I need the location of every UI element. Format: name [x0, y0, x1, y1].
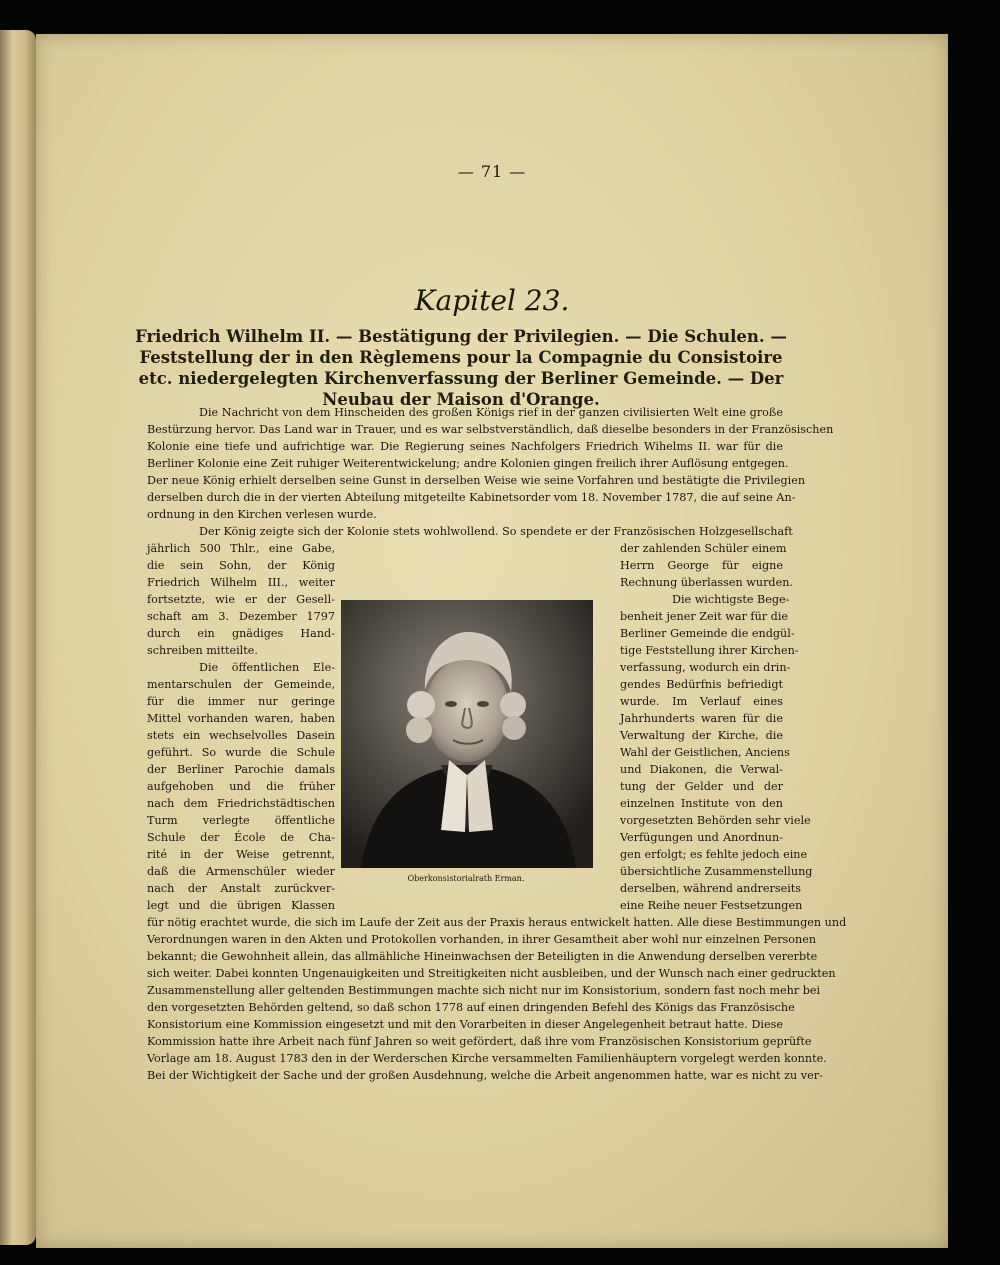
text-line: Berliner Gemeinde die endgül- [620, 627, 795, 640]
text-line: der Berliner Parochie damals [147, 763, 335, 776]
text-line: Verfügungen und Anordnun- [620, 831, 783, 844]
portrait-figure-icon [341, 600, 593, 868]
text-line: aufgehoben und die früher [147, 780, 335, 793]
text-line: nach der Anstalt zurückver- [147, 882, 335, 895]
text-line: den vorgesetzten Behörden geltend, so daß schon 1778 auf einen dringenden Befehl des Königs das Französische [147, 1001, 795, 1014]
portrait-engraving [341, 600, 593, 868]
text-line: Kolonie eine tiefe und aufrichtige war. Die Regierung seines Nachfolgers Friedrich Wihelms II. war für die [147, 440, 783, 453]
text-line: schreiben mitteilte. [147, 644, 258, 657]
text-line: fortsetzte, wie er der Gesell- [147, 593, 335, 606]
text-line: benheit jener Zeit war für die [620, 610, 789, 623]
text-line: ordnung in den Kirchen verlesen wurde. [147, 508, 377, 521]
text-line: bekannt; die Gewohnheit allein, das allmähliche Hineinwachsen der Beteiligten in die Anwendung derselben vererbte [147, 950, 818, 963]
text-line: Wahl der Geistlichen, Anciens [620, 746, 790, 759]
text-line: wurde. Im Verlauf eines [620, 695, 783, 708]
chapter-title: Kapitel 23. [414, 284, 570, 317]
text-line: Der König zeigte sich der Kolonie stets wohlwollend. So spendete er der Französischen Holzgesellschaft [199, 525, 793, 538]
text-line: sich weiter. Dabei konnten Ungenauigkeiten und Streitigkeiten nicht ausbleiben, und der Wunsch nach einer gedruckten [147, 967, 836, 980]
text-line: und Diakonen, die Verwal- [620, 763, 783, 776]
text-line: Die Nachricht von dem Hinscheiden des großen Königs rief in der ganzen civilisierten Welt eine große [199, 406, 783, 419]
text-line: derselben durch die in der vierten Abteilung mitgeteilte Kabinetsorder vom 18. November 1787, die auf seine An- [147, 491, 796, 504]
text-line: geführt. So wurde die Schule [147, 746, 335, 759]
chapter-subtitle: Friedrich Wilhelm II. — Bestätigung der Privilegien. — Die Schulen. — Feststellung der in den Règlemens pour la Compagnie du Consistoire etc. niedergelegten Kirchenverfassung der Berliner Gemeinde. — Der Neubau der Maison d'Orange. [135, 327, 787, 409]
text-line: tung der Gelder und der [620, 780, 783, 793]
text-line: verfassung, wodurch ein drin- [620, 661, 791, 674]
text-line: Zusammenstellung aller geltenden Bestimmungen machte sich nicht nur im Konsistorium, sondern fast noch mehr bei [147, 984, 821, 997]
text-line: legt und die übrigen Klassen [147, 899, 335, 912]
text-line: Kommission hatte ihre Arbeit nach fünf Jahren so weit gefördert, daß ihre vom Französischen Konsistorium geprüfte [147, 1035, 812, 1048]
text-line: die sein Sohn, der König [147, 559, 335, 572]
text-line: Schule der École de Cha- [147, 831, 335, 844]
text-line: Bestürzung hervor. Das Land war in Trauer, und es war selbstverständlich, daß dieselbe besonders in der Französischen [147, 423, 834, 436]
text-line: gendes Bedürfnis befriedigt [620, 678, 783, 691]
text-line: Konsistorium eine Kommission eingesetzt und mit den Vorarbeiten in dieser Angelegenheit betraut hatte. Diese [147, 1018, 783, 1031]
paragraph-king-first-line [147, 523, 793, 540]
right-text-column [620, 540, 813, 914]
text-line: Der neue König erhielt derselben seine Gunst in derselben Weise wie seine Vorfahren und bestätigte die Privilegien [147, 474, 806, 487]
text-line: stets ein wechselvolles Dasein [147, 729, 335, 742]
text-line: vorgesetzten Behörden sehr viele [620, 814, 811, 827]
text-line: rité in der Weise getrennt, [147, 848, 335, 861]
text-line: eine Reihe neuer Festsetzungen [620, 899, 803, 912]
text-line: mentarschulen der Gemeinde, [147, 678, 335, 691]
text-line: tige Feststellung ihrer Kirchen- [620, 644, 799, 657]
text-line: Jahrhunderts waren für die [620, 712, 783, 725]
text-line: Turm verlegte öffentliche [147, 814, 335, 827]
paragraph-constitution [147, 914, 847, 1084]
text-line: Die öffentlichen Ele- [199, 661, 335, 674]
text-line: einzelnen Institute von den [620, 797, 783, 810]
text-line: Die wichtigste Bege- [672, 593, 790, 606]
text-line: schaft am 3. Dezember 1797 [147, 610, 335, 623]
left-text-column [147, 540, 335, 914]
text-line: für die immer nur geringe [147, 695, 335, 708]
text-line: für nötig erachtet wurde, die sich im Laufe der Zeit aus der Praxis heraus entwickelt hatten. Alle diese Bestimmungen und [147, 916, 847, 929]
text-line: daß die Armenschüler wieder [147, 865, 335, 878]
text-line: Verwaltung der Kirche, die [620, 729, 783, 742]
text-line: Bei der Wichtigkeit der Sache und der großen Ausdehnung, welche die Arbeit angenommen hatte, war es nicht zu ver- [147, 1069, 823, 1082]
text-line: Rechnung überlassen wurden. [620, 576, 793, 589]
text-line: der zahlenden Schüler einem [620, 542, 787, 555]
text-line: Friedrich Wilhelm III., weiter [147, 576, 335, 589]
paragraph-intro [147, 404, 834, 523]
text-line: derselben, während andrerseits [620, 882, 802, 895]
portrait-caption: Oberkonsistorialrath Erman. [407, 874, 525, 883]
text-line: Verordnungen waren in den Akten und Protokollen vorhanden, in ihrer Gesamtheit aber wohl nur einzelnen Personen [147, 933, 817, 946]
text-line: Vorlage am 18. August 1783 den in der Werderschen Kirche versammelten Familienhäuptern vorgelegt werden konnte. [147, 1052, 827, 1065]
text-line: durch ein gnädiges Hand- [147, 627, 335, 640]
text-line: nach dem Friedrichstädtischen [147, 797, 335, 810]
page-number: — 71 — [457, 162, 527, 181]
text-line: jährlich 500 Thlr., eine Gabe, [147, 542, 335, 555]
text-line: gen erfolgt; es fehlte jedoch eine [620, 848, 808, 861]
text-line: Herrn George für eigne [620, 559, 783, 572]
book-spine-edge [0, 30, 36, 1245]
text-line: Berliner Kolonie eine Zeit ruhiger Weiterentwickelung; andre Kolonien gingen freilich ihrer Auflösung entgegen. [147, 457, 789, 470]
text-line: übersichtliche Zusammenstellung [620, 865, 813, 878]
book-page [36, 34, 948, 1248]
text-line: Mittel vorhanden waren, haben [147, 712, 335, 725]
